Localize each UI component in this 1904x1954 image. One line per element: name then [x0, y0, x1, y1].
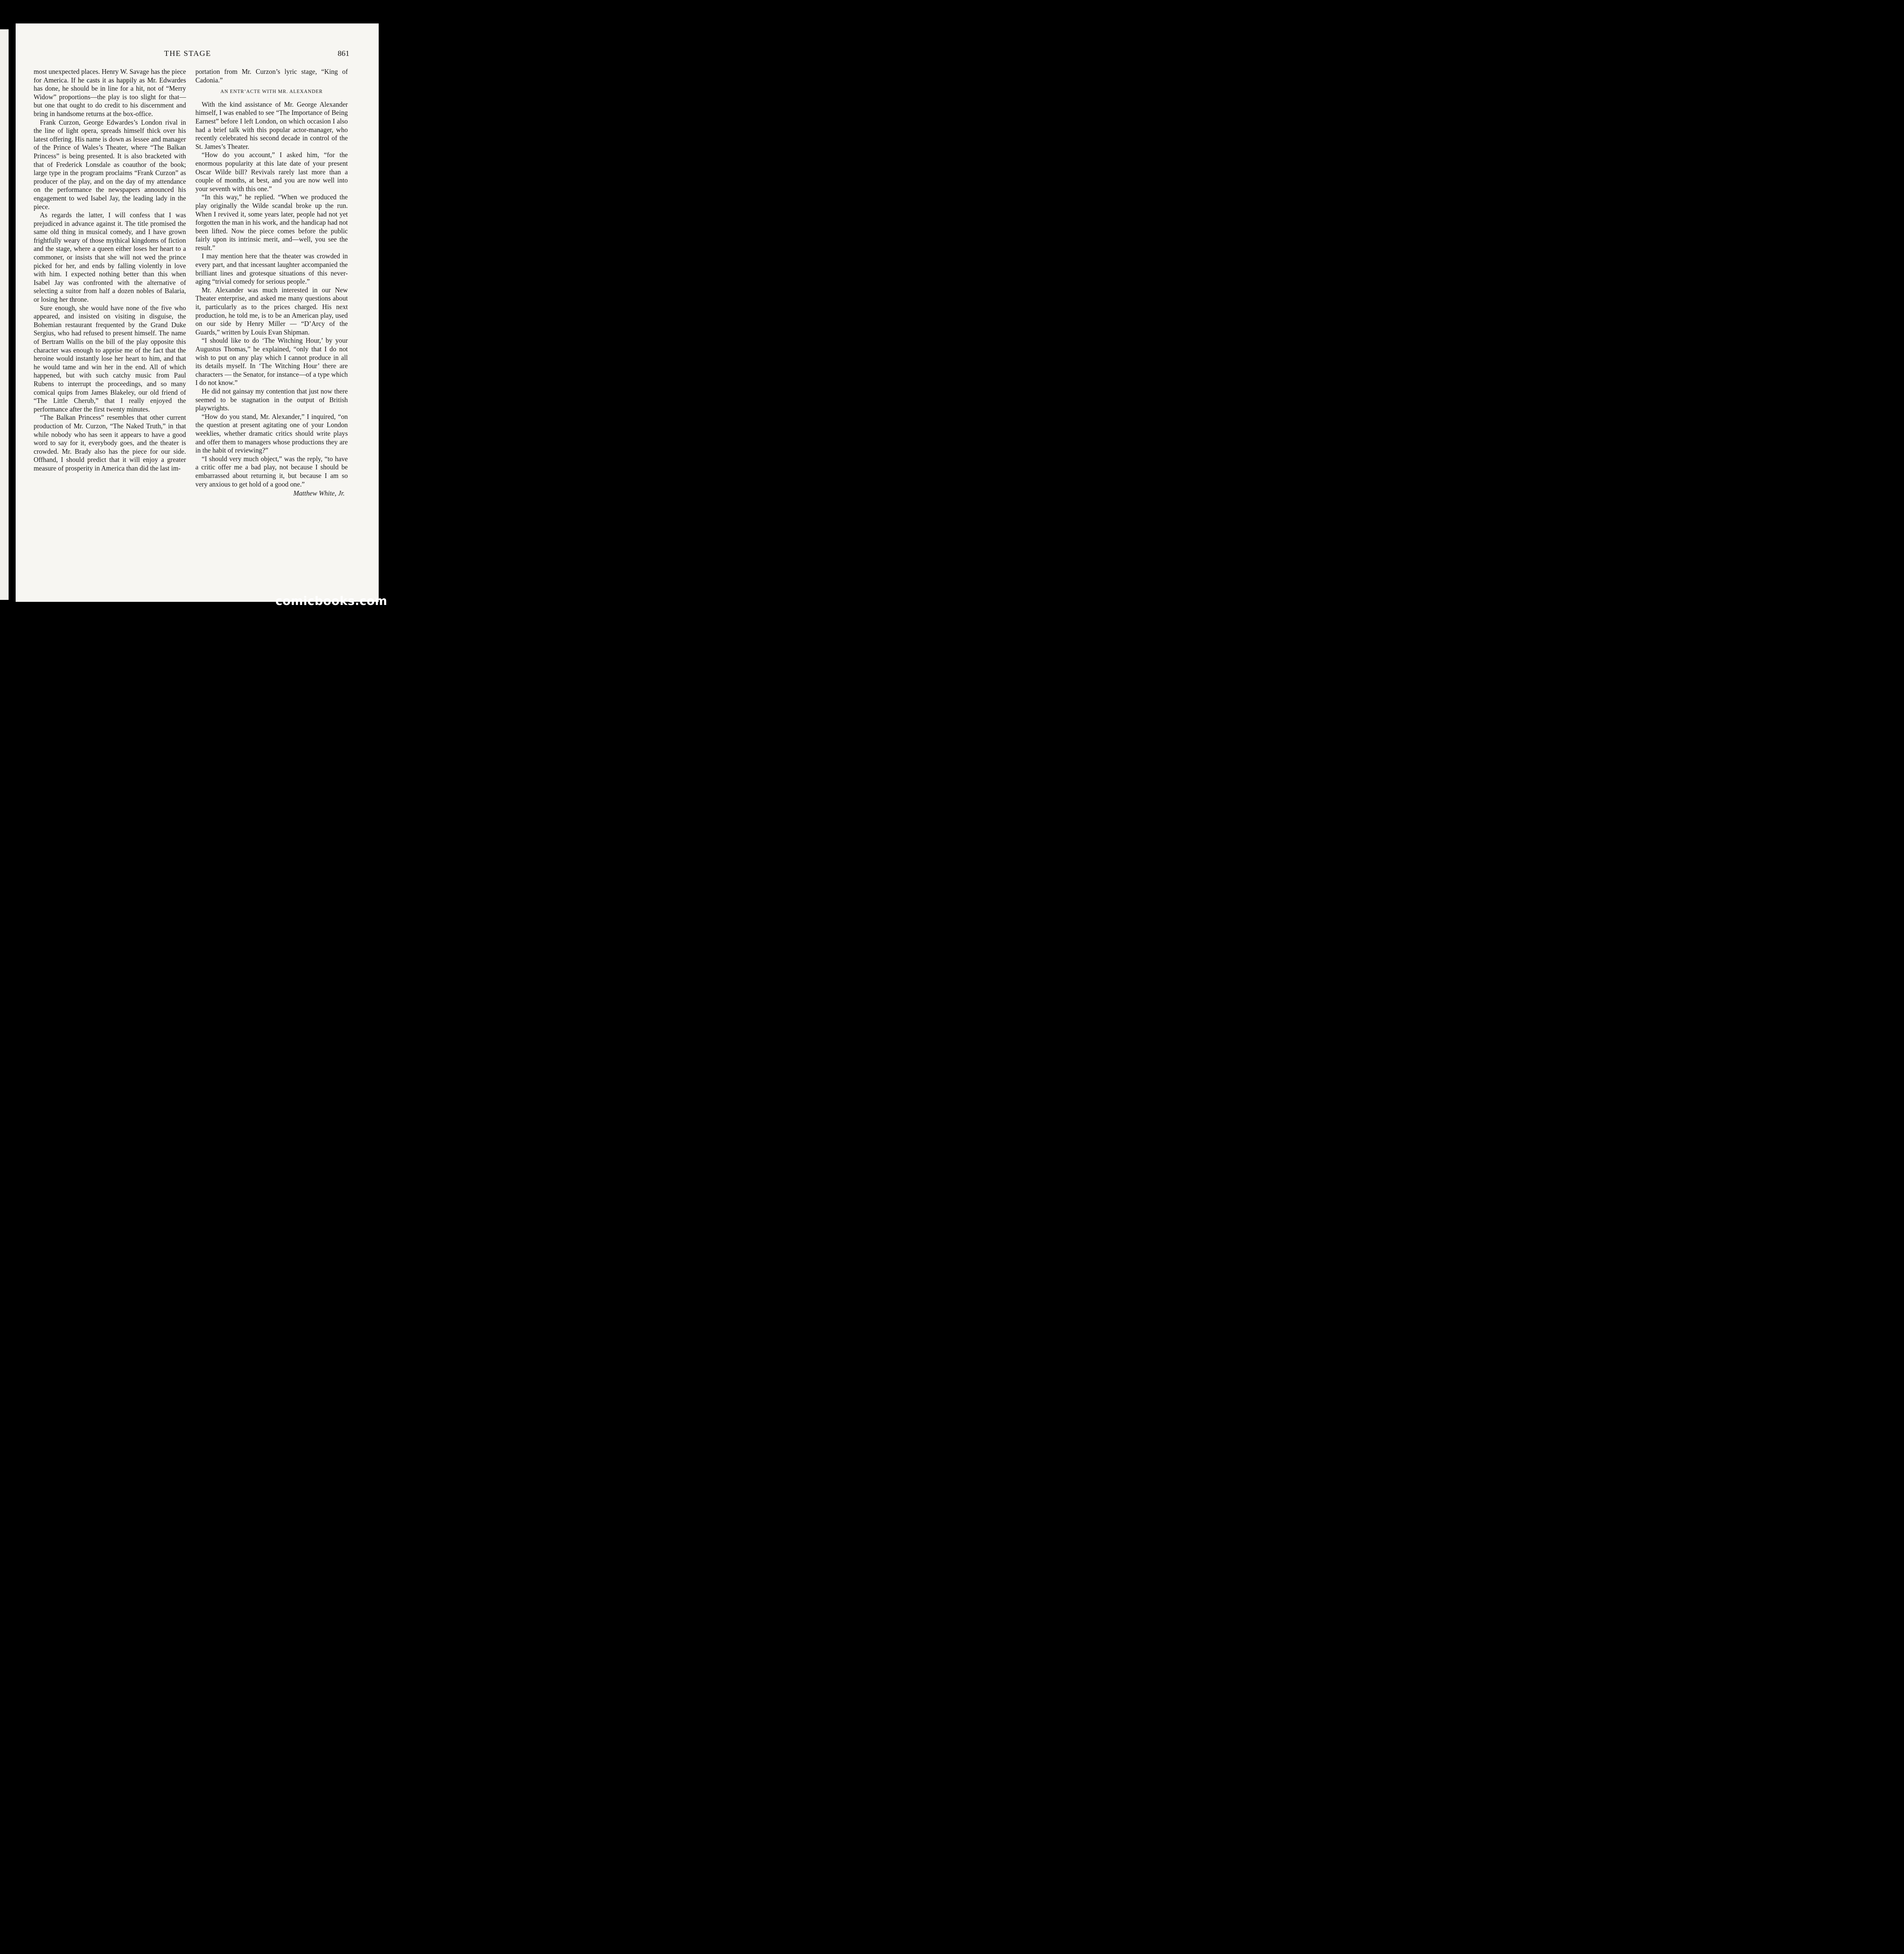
previous-page-edge [0, 29, 9, 600]
paragraph: As regards the latter, I will confess that I was prejudiced in advance against it. The title promised the same old thing in musical comedy, and I have grown frightfully weary of those mythical kingdoms of fiction and the stage, where a queen either loses her heart to a commoner, or insists that she will not wed the prince picked for her, and ends by falling violently in love with him. I expected nothing better than this when Isabel Jay was confronted with the alternative of selecting a suitor from half a dozen nobles of Balaria, or losing her throne. [34, 211, 186, 304]
paragraph: He did not gainsay my contention that just now there seemed to be stagnation in the output of British playwrights. [195, 387, 348, 412]
page-number: 861 [338, 49, 349, 58]
paragraph: Mr. Alexander was much interested in our New Theater enterprise, and asked me many questions about it, particularly as to the prices charged. His next production, he told me, is to be an American play, used on our side by Henry Miller — “D’Arcy of the Guards,” written by Louis Evan Shipman. [195, 286, 348, 336]
magazine-page [16, 23, 379, 602]
paragraph: I may mention here that the theater was crowded in every part, and that incessant laughter accompanied the brilliant lines and grotesque situations of this never-aging “trivial comedy for serious people.” [195, 252, 348, 286]
left-column [34, 68, 186, 473]
site-watermark: comicbooks.com [275, 594, 387, 608]
paragraph: “How do you account,” I asked him, “for the enormous popularity at this late date of your present Oscar Wilde bill? Revivals rarely last more than a couple of months, at best, and you are now well into your seventh with this one.” [195, 151, 348, 193]
paragraph: “I should very much object,” was the reply, “to have a critic offer me a bad play, not because I should be embarrassed about returning it, but because I am so very anxious to get hold of a good one.” [195, 455, 348, 488]
paragraph: “In this way,” he replied. “When we produced the play originally the Wilde scandal broke up the run. When I revived it, some years later, people had not yet forgotten the man in his work, and the handicap had not been lifted. Now the piece comes before the public fairly upon its intrinsic merit, and—well, you see the result.” [195, 193, 348, 252]
paragraph: Frank Curzon, George Edwardes’s London rival in the line of light opera, spreads himself thick over his latest offering. His name is down as lessee and manager of the Prince of Wales’s Theater, where “The Balkan Princess” is being presented. It is also bracketed with that of Frederick Lonsdale as coauthor of the book; large type in the program proclaims “Frank Curzon” as producer of the play, and on the day of my attendance on the performance the newspapers announced his engagement to wed Isabel Jay, the leading lady in the piece. [34, 118, 186, 211]
paragraph: portation from Mr. Curzon’s lyric stage, “King of Cadonia.” [195, 68, 348, 84]
author-signature: Matthew White, Jr. [293, 489, 345, 497]
paragraph: “The Balkan Princess” resembles that other current production of Mr. Curzon, “The Naked Truth,” in that while nobody who has seen it appears to have a good word to say for it, everybody goes, and the theater is crowded. Mr. Brady also has the piece for our side. Offhand, I should predict that it will enjoy a greater measure of prosperity in America than did the last im- [34, 413, 186, 472]
paragraph: Sure enough, she would have none of the five who appeared, and insisted on visiting in disguise, the Bohemian restaurant frequented by the Grand Duke Sergius, who had refused to present himself. The name of Bertram Wallis on the bill of the play opposite this character was enough to apprise me of the fact that the heroine would instantly lose her heart to him, and that he would tame and win her in the end. All of which happened, but with such catchy music from Paul Rubens to interrupt the proceedings, and so many comical quips from James Blakeley, our old friend of “The Little Cherub,” that I really enjoyed the performance after the first twenty minutes. [34, 304, 186, 413]
running-head [16, 49, 379, 61]
section-subheading: AN ENTR’ACTE WITH MR. ALEXANDER [220, 89, 323, 95]
paragraph: “How do you stand, Mr. Alexander,” I inquired, “on the question at present agitating one of your London weeklies, whether dramatic critics should write plays and offer them to managers whose productions they are in the habit of reviewing?” [195, 412, 348, 455]
paragraph: “I should like to do ‘The Witching Hour,’ by your Augustus Thomas,” he explained, “only that I do not wish to put on any play which I cannot produce in all its details myself. In ‘The Witching Hour’ there are characters — the Senator, for instance—of a type which I do not know.” [195, 336, 348, 387]
right-column [195, 68, 348, 498]
paragraph: With the kind assistance of Mr. George Alexander himself, I was enabled to see “The Importance of Being Earnest” before I left London, on which occasion I also had a brief talk with this popular actor-manager, who recently celebrated his second decade in control of the St. James’s Theater. [195, 100, 348, 150]
paragraph: most unexpected places. Henry W. Savage has the piece for America. If he casts it as happily as Mr. Edwardes has done, he should be in line for a hit, not of “Merry Widow” proportions—the play is too slight for that—but one that ought to do credit to his discernment and bring in handsome returns at the box-office. [34, 68, 186, 118]
running-title: THE STAGE [164, 49, 211, 58]
